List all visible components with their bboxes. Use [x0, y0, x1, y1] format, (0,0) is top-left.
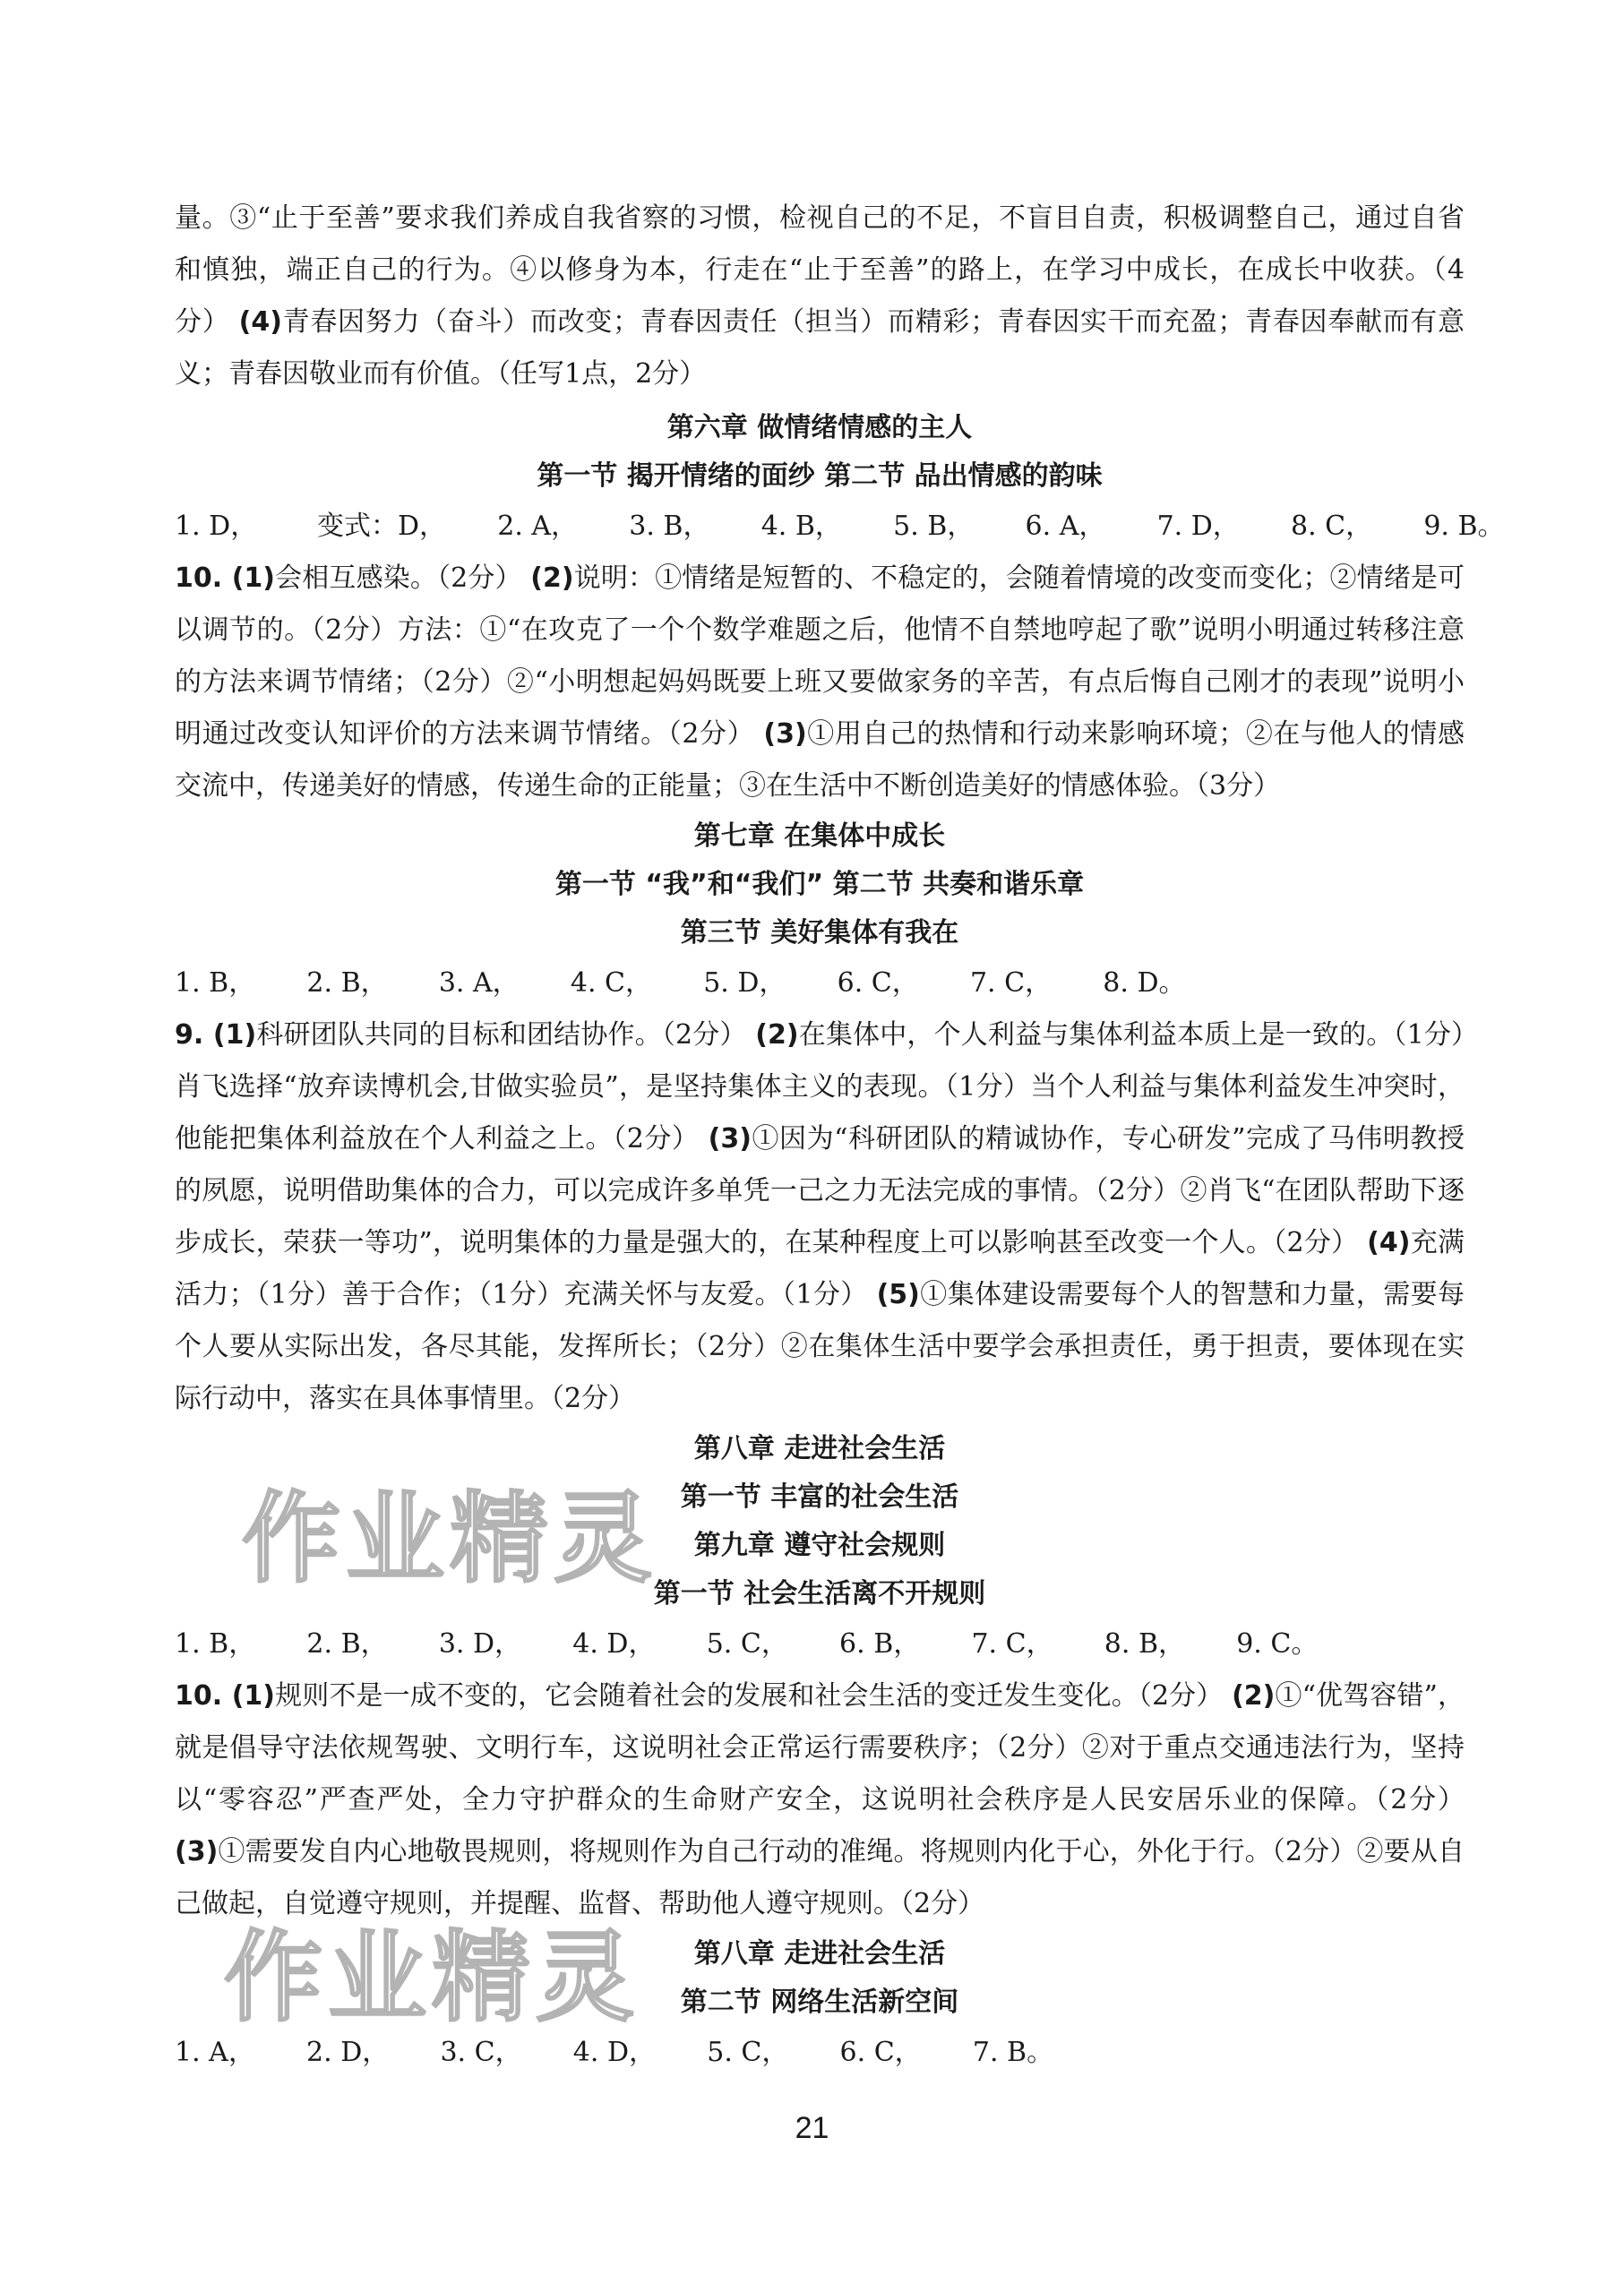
chapter-8-title: 第八章 走进社会生活 — [693, 1433, 946, 1464]
chapter-9-question-10: 10. (1)规则不是一成不变的，它会随着社会的发展和社会生活的变迁发生变化。（2分） (2)①“优驾容错”，就是倡导守法依规驾驶、文明行车，这说明社会正常运行需要秩序；（2分）②对于重点交通违法行为，坚持以“零容忍”严查严处，全力守护群众的生命财产安全，这说明社会秩序是人民安居乐业的保障。（2分） (3)①需要发自内心地敬畏规则，将规则作为自己行动的准绳。将规则内化于心，外化于行。（2分）②要从自己做起，自觉遵守规则，并提醒、监督、帮助他人遵守规则。（2分） — [175, 1680, 1465, 1919]
chapter-8-section-1: 第一节 丰富的社会生活 — [680, 1481, 959, 1513]
chapter-6-question-10: 10. (1)会相互感染。（2分） (2)说明：①情绪是短暂的、不稳定的，会随着情境的改变而变化；②情绪是可以调节的。（2分）方法：①“在攻克了一个个数学难题之后，他情不自禁地哼起了歌”说明小明通过转移注意的方法来调节情绪；（2分）②“小明想起妈妈既要上班又要做家务的辛苦，有点后悔自己刚才的表现”说明小明通过改变认知评价的方法来调节情绪。（2分） (3)①用自己的热情和行动来影响环境；②在与他人的情感交流中，传递美好的情感，传递生命的正能量；③在生活中不断创造美好的情感体验。（3分） — [175, 562, 1465, 802]
chapter-9-answers: 1. B， 2. B， 3. D， 4. D， 5. C， 6. B， 7. C， 8. B， 9. C。 — [175, 1628, 1319, 1660]
watermark-logo-1: 作业精灵 — [242, 1481, 657, 1596]
page-number: 21 — [795, 2111, 829, 2145]
chapter-7-question-9: 9. (1)科研团队共同的目标和团结协作。（2分） (2)在集体中，个人利益与集体利益本质上是一致的。（1分）肖飞选择“放弃读博机会,甘做实验员”，是坚持集体主义的表现。（1分）当个人利益与集体利益发生冲突时，他能把集体利益放在个人利益之上。（2分） (3)①因为“科研团队的精诚协作，专心研发”完成了马伟明教授的夙愿，说明借助集体的合力，可以完成许多单凭一己之力无法完成的事情。（2分）②肖飞“在团队帮助下逐步成长，荣获一等功”，说明集体的力量是强大的，在某种程度上可以影响甚至改变一个人。（2分） (4)充满活力；（1分）善于合作；（1分）充满关怀与友爱。（1分） (5)①集体建设需要每个人的智慧和力量，需要每个人要从实际出发，各尽其能，发挥所长；（2分）②在集体生活中要学会承担责任，勇于担责，要体现在实际行动中，落实在具体事情里。（2分） — [175, 1019, 1465, 1414]
chapter-9-section-1: 第一节 社会生活离不开规则 — [653, 1578, 986, 1610]
chapter-7-sections-2: 第三节 美好集体有我在 — [680, 917, 959, 949]
chapter-7-sections-1: 第一节 “我”和“我们” 第二节 共奏和谐乐章 — [554, 869, 1085, 900]
watermark-logo-2: 作业精灵 — [224, 1920, 640, 2035]
answer-content — [175, 193, 1505, 2079]
chapter-7-answers: 1. B， 2. B， 3. A， 4. C， 5. D， 6. C， 7. C， 8. D。 — [175, 967, 1186, 999]
chapter-6-answers: 1. D， 变式：D， 2. A， 3. B， 4. B， 5. B， 6. A， 7. D， 8. C， 9. B。 — [175, 511, 1505, 542]
chapter-8-section-2-answers: 1. A， 2. D， 3. C， 4. D， 5. C， 6. C， 7. B。 — [175, 2037, 1054, 2068]
chapter-8-title-repeat: 第八章 走进社会生活 — [693, 1938, 946, 1970]
chapter-6-title: 第六章 做情绪情感的主人 — [666, 412, 973, 443]
paragraph-continued: 量。③“止于至善”要求我们养成自我省察的习惯，检视自己的不足，不盲目自责，积极调整自己，通过自省和慎独，端正自己的行为。④以修身为本，行走在“止于至善”的路上，在学习中成长，在成长中收获。（4分） (4)青春因努力（奋斗）而改变；青春因责任（担当）而精彩；青春因实干而充盈；青春因奉献而有意义；青春因敬业而有价值。（任写1点，2分） — [175, 202, 1465, 390]
chapter-9-title: 第九章 遵守社会规则 — [693, 1530, 946, 1561]
chapter-6-sections: 第一节 揭开情绪的面纱 第二节 品出情感的韵味 — [537, 460, 1103, 492]
chapter-7-title: 第七章 在集体中成长 — [693, 820, 946, 852]
chapter-8-section-2: 第二节 网络生活新空间 — [680, 1987, 959, 2018]
